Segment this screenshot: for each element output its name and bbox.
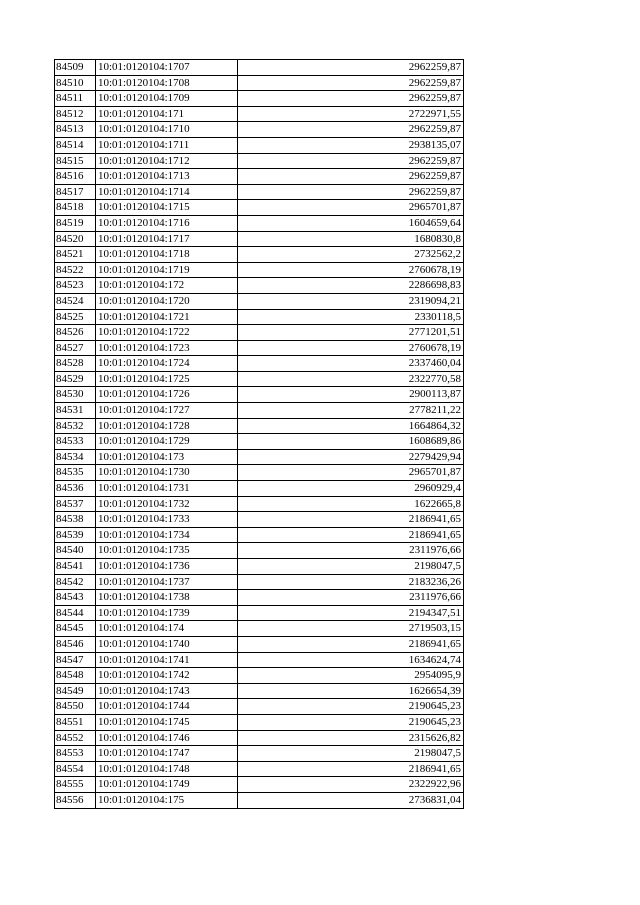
row-number-cell: 84526	[55, 325, 96, 341]
table-row	[55, 387, 464, 403]
row-number-cell: 84515	[55, 153, 96, 169]
row-number-cell: 84543	[55, 590, 96, 606]
row-number-cell: 84528	[55, 356, 96, 372]
row-number-cell: 84542	[55, 574, 96, 590]
value-cell: 2186941,65	[238, 761, 464, 777]
value-cell: 2194347,51	[238, 605, 464, 621]
row-number-cell: 84510	[55, 75, 96, 91]
table-row	[55, 652, 464, 668]
value-cell: 2322922,96	[238, 777, 464, 793]
cadastral-number-cell: 10:01:0120104:1737	[96, 574, 238, 590]
value-cell: 2183236,26	[238, 574, 464, 590]
table-row	[55, 590, 464, 606]
cadastral-number-cell: 10:01:0120104:1741	[96, 652, 238, 668]
cadastral-number-cell: 10:01:0120104:1736	[96, 559, 238, 575]
value-cell: 2960929,4	[238, 481, 464, 497]
cadastral-number-cell: 10:01:0120104:1722	[96, 325, 238, 341]
row-number-cell: 84555	[55, 777, 96, 793]
table-row	[55, 200, 464, 216]
table-row	[55, 418, 464, 434]
cadastral-number-cell: 10:01:0120104:1740	[96, 636, 238, 652]
value-cell: 2962259,87	[238, 60, 464, 76]
table-row	[55, 137, 464, 153]
row-number-cell: 84527	[55, 340, 96, 356]
table-row	[55, 527, 464, 543]
table-row	[55, 449, 464, 465]
table-row	[55, 356, 464, 372]
table-row	[55, 574, 464, 590]
row-number-cell: 84549	[55, 683, 96, 699]
table-row	[55, 60, 464, 76]
value-cell: 2962259,87	[238, 122, 464, 138]
table-row	[55, 605, 464, 621]
table-row	[55, 309, 464, 325]
data-table-body	[55, 60, 464, 809]
value-cell: 2315626,82	[238, 730, 464, 746]
table-row	[55, 481, 464, 497]
table-row	[55, 106, 464, 122]
row-number-cell: 84521	[55, 247, 96, 263]
table-row	[55, 559, 464, 575]
value-cell: 2965701,87	[238, 200, 464, 216]
cadastral-number-cell: 10:01:0120104:1718	[96, 247, 238, 263]
table-row	[55, 636, 464, 652]
table-row	[55, 91, 464, 107]
table-row	[55, 293, 464, 309]
row-number-cell: 84516	[55, 169, 96, 185]
cadastral-number-cell: 10:01:0120104:1713	[96, 169, 238, 185]
table-row	[55, 792, 464, 808]
cadastral-number-cell: 10:01:0120104:1715	[96, 200, 238, 216]
row-number-cell: 84534	[55, 449, 96, 465]
row-number-cell: 84552	[55, 730, 96, 746]
cadastral-number-cell: 10:01:0120104:1709	[96, 91, 238, 107]
table-row	[55, 340, 464, 356]
table-row	[55, 75, 464, 91]
cadastral-number-cell: 10:01:0120104:1721	[96, 309, 238, 325]
table-row	[55, 465, 464, 481]
value-cell: 2760678,19	[238, 340, 464, 356]
row-number-cell: 84518	[55, 200, 96, 216]
cadastral-number-cell: 10:01:0120104:1730	[96, 465, 238, 481]
row-number-cell: 84525	[55, 309, 96, 325]
cadastral-number-cell: 10:01:0120104:1714	[96, 184, 238, 200]
table-row	[55, 371, 464, 387]
value-cell: 1634624,74	[238, 652, 464, 668]
row-number-cell: 84519	[55, 215, 96, 231]
cadastral-number-cell: 10:01:0120104:1711	[96, 137, 238, 153]
table-row	[55, 231, 464, 247]
value-cell: 2186941,65	[238, 512, 464, 528]
value-cell: 2965701,87	[238, 465, 464, 481]
table-row	[55, 262, 464, 278]
table-row	[55, 184, 464, 200]
cadastral-number-cell: 10:01:0120104:172	[96, 278, 238, 294]
value-cell: 2732562,2	[238, 247, 464, 263]
table-row	[55, 278, 464, 294]
row-number-cell: 84514	[55, 137, 96, 153]
row-number-cell: 84529	[55, 371, 96, 387]
table-row	[55, 153, 464, 169]
value-cell: 2954095,9	[238, 668, 464, 684]
table-row	[55, 512, 464, 528]
row-number-cell: 84546	[55, 636, 96, 652]
row-number-cell: 84524	[55, 293, 96, 309]
value-cell: 2962259,87	[238, 184, 464, 200]
data-table	[54, 59, 464, 809]
cadastral-number-cell: 10:01:0120104:1719	[96, 262, 238, 278]
row-number-cell: 84556	[55, 792, 96, 808]
row-number-cell: 84520	[55, 231, 96, 247]
value-cell: 2319094,21	[238, 293, 464, 309]
value-cell: 2736831,04	[238, 792, 464, 808]
cadastral-number-cell: 10:01:0120104:1725	[96, 371, 238, 387]
cadastral-number-cell: 10:01:0120104:1732	[96, 496, 238, 512]
value-cell: 2322770,58	[238, 371, 464, 387]
cadastral-number-cell: 10:01:0120104:1723	[96, 340, 238, 356]
row-number-cell: 84548	[55, 668, 96, 684]
table-row	[55, 543, 464, 559]
cadastral-number-cell: 10:01:0120104:1726	[96, 387, 238, 403]
value-cell: 1608689,86	[238, 434, 464, 450]
value-cell: 2337460,04	[238, 356, 464, 372]
row-number-cell: 84547	[55, 652, 96, 668]
row-number-cell: 84536	[55, 481, 96, 497]
cadastral-number-cell: 10:01:0120104:1742	[96, 668, 238, 684]
value-cell: 2962259,87	[238, 91, 464, 107]
value-cell: 2186941,65	[238, 527, 464, 543]
cadastral-number-cell: 10:01:0120104:1733	[96, 512, 238, 528]
row-number-cell: 84545	[55, 621, 96, 637]
row-number-cell: 84517	[55, 184, 96, 200]
row-number-cell: 84550	[55, 699, 96, 715]
cadastral-number-cell: 10:01:0120104:175	[96, 792, 238, 808]
value-cell: 2186941,65	[238, 636, 464, 652]
row-number-cell: 84523	[55, 278, 96, 294]
table-row	[55, 122, 464, 138]
table-row	[55, 746, 464, 762]
row-number-cell: 84511	[55, 91, 96, 107]
cadastral-number-cell: 10:01:0120104:1739	[96, 605, 238, 621]
cadastral-number-cell: 10:01:0120104:1738	[96, 590, 238, 606]
row-number-cell: 84531	[55, 403, 96, 419]
row-number-cell: 84537	[55, 496, 96, 512]
cadastral-number-cell: 10:01:0120104:1729	[96, 434, 238, 450]
cadastral-number-cell: 10:01:0120104:1745	[96, 714, 238, 730]
value-cell: 2771201,51	[238, 325, 464, 341]
cadastral-number-cell: 10:01:0120104:1707	[96, 60, 238, 76]
table-row	[55, 215, 464, 231]
row-number-cell: 84544	[55, 605, 96, 621]
table-row	[55, 683, 464, 699]
table-row	[55, 668, 464, 684]
value-cell: 1604659,64	[238, 215, 464, 231]
value-cell: 2778211,22	[238, 403, 464, 419]
table-row	[55, 434, 464, 450]
table-row	[55, 761, 464, 777]
table-row	[55, 714, 464, 730]
table-row	[55, 496, 464, 512]
cadastral-number-cell: 10:01:0120104:1728	[96, 418, 238, 434]
row-number-cell: 84530	[55, 387, 96, 403]
table-row	[55, 777, 464, 793]
row-number-cell: 84533	[55, 434, 96, 450]
value-cell: 2962259,87	[238, 153, 464, 169]
cadastral-number-cell: 10:01:0120104:1734	[96, 527, 238, 543]
value-cell: 1622665,8	[238, 496, 464, 512]
row-number-cell: 84509	[55, 60, 96, 76]
value-cell: 2962259,87	[238, 169, 464, 185]
value-cell: 1626654,39	[238, 683, 464, 699]
cadastral-number-cell: 10:01:0120104:1720	[96, 293, 238, 309]
cadastral-number-cell: 10:01:0120104:174	[96, 621, 238, 637]
table-row	[55, 730, 464, 746]
cadastral-number-cell: 10:01:0120104:171	[96, 106, 238, 122]
value-cell: 2286698,83	[238, 278, 464, 294]
row-number-cell: 84554	[55, 761, 96, 777]
value-cell: 1680830,8	[238, 231, 464, 247]
value-cell: 2962259,87	[238, 75, 464, 91]
cadastral-number-cell: 10:01:0120104:1748	[96, 761, 238, 777]
cadastral-number-cell: 10:01:0120104:173	[96, 449, 238, 465]
cadastral-number-cell: 10:01:0120104:1744	[96, 699, 238, 715]
row-number-cell: 84539	[55, 527, 96, 543]
cadastral-number-cell: 10:01:0120104:1735	[96, 543, 238, 559]
value-cell: 2279429,94	[238, 449, 464, 465]
row-number-cell: 84512	[55, 106, 96, 122]
value-cell: 2760678,19	[238, 262, 464, 278]
value-cell: 2198047,5	[238, 746, 464, 762]
table-row	[55, 621, 464, 637]
table-row	[55, 325, 464, 341]
value-cell: 2722971,55	[238, 106, 464, 122]
value-cell: 2330118,5	[238, 309, 464, 325]
cadastral-number-cell: 10:01:0120104:1727	[96, 403, 238, 419]
row-number-cell: 84553	[55, 746, 96, 762]
cadastral-number-cell: 10:01:0120104:1746	[96, 730, 238, 746]
cadastral-number-cell: 10:01:0120104:1716	[96, 215, 238, 231]
cadastral-number-cell: 10:01:0120104:1712	[96, 153, 238, 169]
row-number-cell: 84522	[55, 262, 96, 278]
row-number-cell: 84538	[55, 512, 96, 528]
cadastral-number-cell: 10:01:0120104:1708	[96, 75, 238, 91]
row-number-cell: 84540	[55, 543, 96, 559]
table-row	[55, 169, 464, 185]
cadastral-number-cell: 10:01:0120104:1710	[96, 122, 238, 138]
row-number-cell: 84535	[55, 465, 96, 481]
value-cell: 2190645,23	[238, 714, 464, 730]
cadastral-number-cell: 10:01:0120104:1731	[96, 481, 238, 497]
cadastral-number-cell: 10:01:0120104:1743	[96, 683, 238, 699]
row-number-cell: 84551	[55, 714, 96, 730]
table-row	[55, 699, 464, 715]
value-cell: 2900113,87	[238, 387, 464, 403]
value-cell: 2190645,23	[238, 699, 464, 715]
row-number-cell: 84541	[55, 559, 96, 575]
cadastral-number-cell: 10:01:0120104:1724	[96, 356, 238, 372]
table-row	[55, 403, 464, 419]
cadastral-number-cell: 10:01:0120104:1749	[96, 777, 238, 793]
value-cell: 2938135,07	[238, 137, 464, 153]
cadastral-number-cell: 10:01:0120104:1747	[96, 746, 238, 762]
row-number-cell: 84532	[55, 418, 96, 434]
value-cell: 1664864,32	[238, 418, 464, 434]
cadastral-number-cell: 10:01:0120104:1717	[96, 231, 238, 247]
table-row	[55, 247, 464, 263]
value-cell: 2719503,15	[238, 621, 464, 637]
row-number-cell: 84513	[55, 122, 96, 138]
value-cell: 2311976,66	[238, 543, 464, 559]
value-cell: 2311976,66	[238, 590, 464, 606]
value-cell: 2198047,5	[238, 559, 464, 575]
